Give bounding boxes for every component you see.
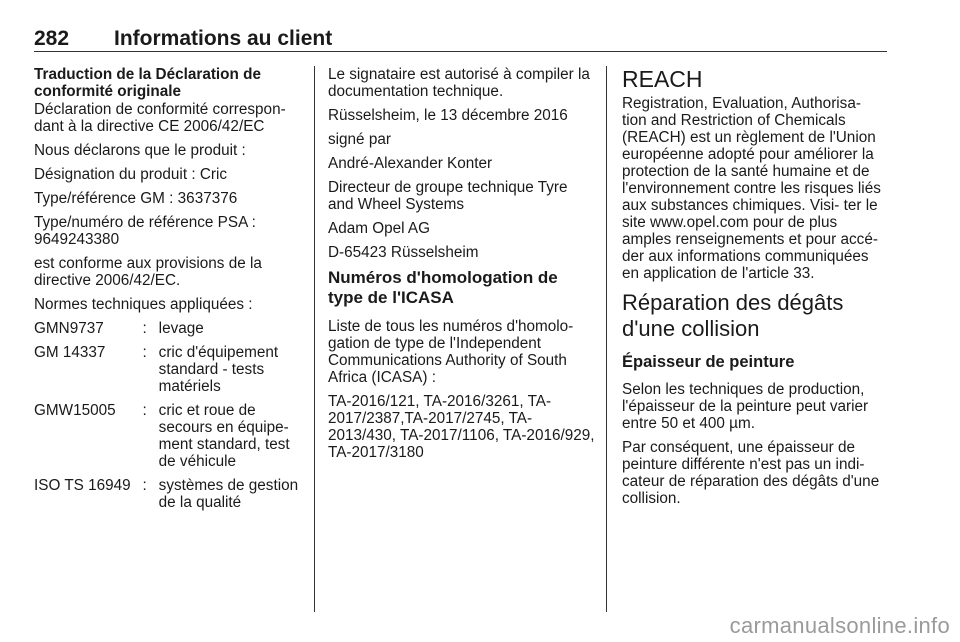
- norm-description: systèmes de gestion de la qualité: [158, 477, 299, 511]
- paragraph: André-Alexander Konter: [328, 155, 493, 172]
- column-left: [34, 66, 304, 518]
- norm-code: GMW15005: [34, 402, 116, 419]
- norm-separator: :: [142, 477, 147, 494]
- icasa-numbers: TA-2016/121, TA-2016/3261, TA-2017/2387,TA-2017/2745, TA-2013/430, TA-2017/1106, TA-2016/929, TA-2017/3180: [328, 393, 595, 461]
- norm-description: cric et roue de secours en équipe- ment standard, test de véhicule: [158, 402, 290, 470]
- paragraph: est conforme aux provisions de la directive 2006/42/EC.: [34, 255, 262, 289]
- paragraph: Type/numéro de référence PSA : 9649243380: [34, 214, 256, 248]
- paragraph: Nous déclarons que le produit :: [34, 142, 246, 159]
- reach-heading: REACH: [622, 66, 703, 92]
- paragraph: Par conséquent, une épaisseur de peinture différente n'est pas un indi- cateur de réparation des dégâts d'une collision.: [622, 439, 880, 507]
- paragraph: Le signataire est autorisé à compiler la documentation technique.: [328, 66, 590, 100]
- reach-paragraph: Registration, Evaluation, Authorisa- tion and Restriction of Chemicals (REACH) est un règlement de l'Union européenne adopté pour améliorer la protection de la santé humaine et de l'environnement contre les risques liés aux substances chimiques. Visi- ter le site www.opel.com pour de plus amples renseignements et pour accé- der aux informations communiquées en application de l'article 33.: [622, 95, 881, 282]
- paragraph: Rüsselsheim, le 13 décembre 2016: [328, 107, 568, 124]
- table-row: [34, 477, 304, 518]
- column-right: [622, 66, 888, 514]
- norm-code: ISO TS 16949: [34, 477, 131, 494]
- icasa-heading: Numéros d'homologation de type de l'ICASA: [328, 268, 558, 307]
- paint-thickness-heading: Épaisseur de peinture: [622, 353, 795, 371]
- paragraph: Type/référence GM : 3637376: [34, 190, 238, 207]
- column-middle: [328, 66, 596, 468]
- norms-table: [34, 320, 304, 518]
- paragraph: Désignation du produit : Cric: [34, 166, 228, 183]
- norm-separator: :: [142, 320, 147, 337]
- paragraph: D-65423 Rüsselsheim: [328, 244, 479, 261]
- declaration-heading: Traduction de la Déclaration de conformité originale: [34, 66, 261, 100]
- paragraph: Déclaration de conformité correspon- dant à la directive CE 2006/42/EC: [34, 101, 286, 135]
- norm-code: GM 14337: [34, 344, 106, 361]
- page-number: 282: [34, 27, 70, 50]
- norm-code: GMN9737: [34, 320, 104, 337]
- column-divider: [314, 66, 315, 612]
- paragraph: Adam Opel AG: [328, 220, 431, 237]
- column-divider: [606, 66, 607, 612]
- paragraph: signé par: [328, 131, 391, 148]
- paragraph: Normes techniques appliquées :: [34, 296, 253, 313]
- paragraph: Liste de tous les numéros d'homolo- gation de type de l'Independent Communications Authority of South Africa (ICASA) :: [328, 318, 574, 386]
- page-header: [34, 27, 887, 52]
- norm-description: cric d'équipement standard - tests matériels: [158, 344, 279, 395]
- table-row: [34, 402, 304, 477]
- norm-description: levage: [158, 320, 204, 337]
- running-title: Informations au client: [114, 27, 333, 50]
- watermark: carmanualsonline.info: [729, 613, 950, 638]
- paragraph: Selon les techniques de production, l'épaisseur de la peinture peut varier entre 50 et 400 µm.: [622, 381, 869, 432]
- table-row: [34, 344, 304, 402]
- paragraph: Directeur de groupe technique Tyre and Wheel Systems: [328, 179, 568, 213]
- collision-repair-heading: Réparation des dégâts d'une collision: [622, 290, 844, 341]
- norm-separator: :: [142, 344, 147, 361]
- norm-separator: :: [142, 402, 147, 419]
- table-row: [34, 320, 304, 344]
